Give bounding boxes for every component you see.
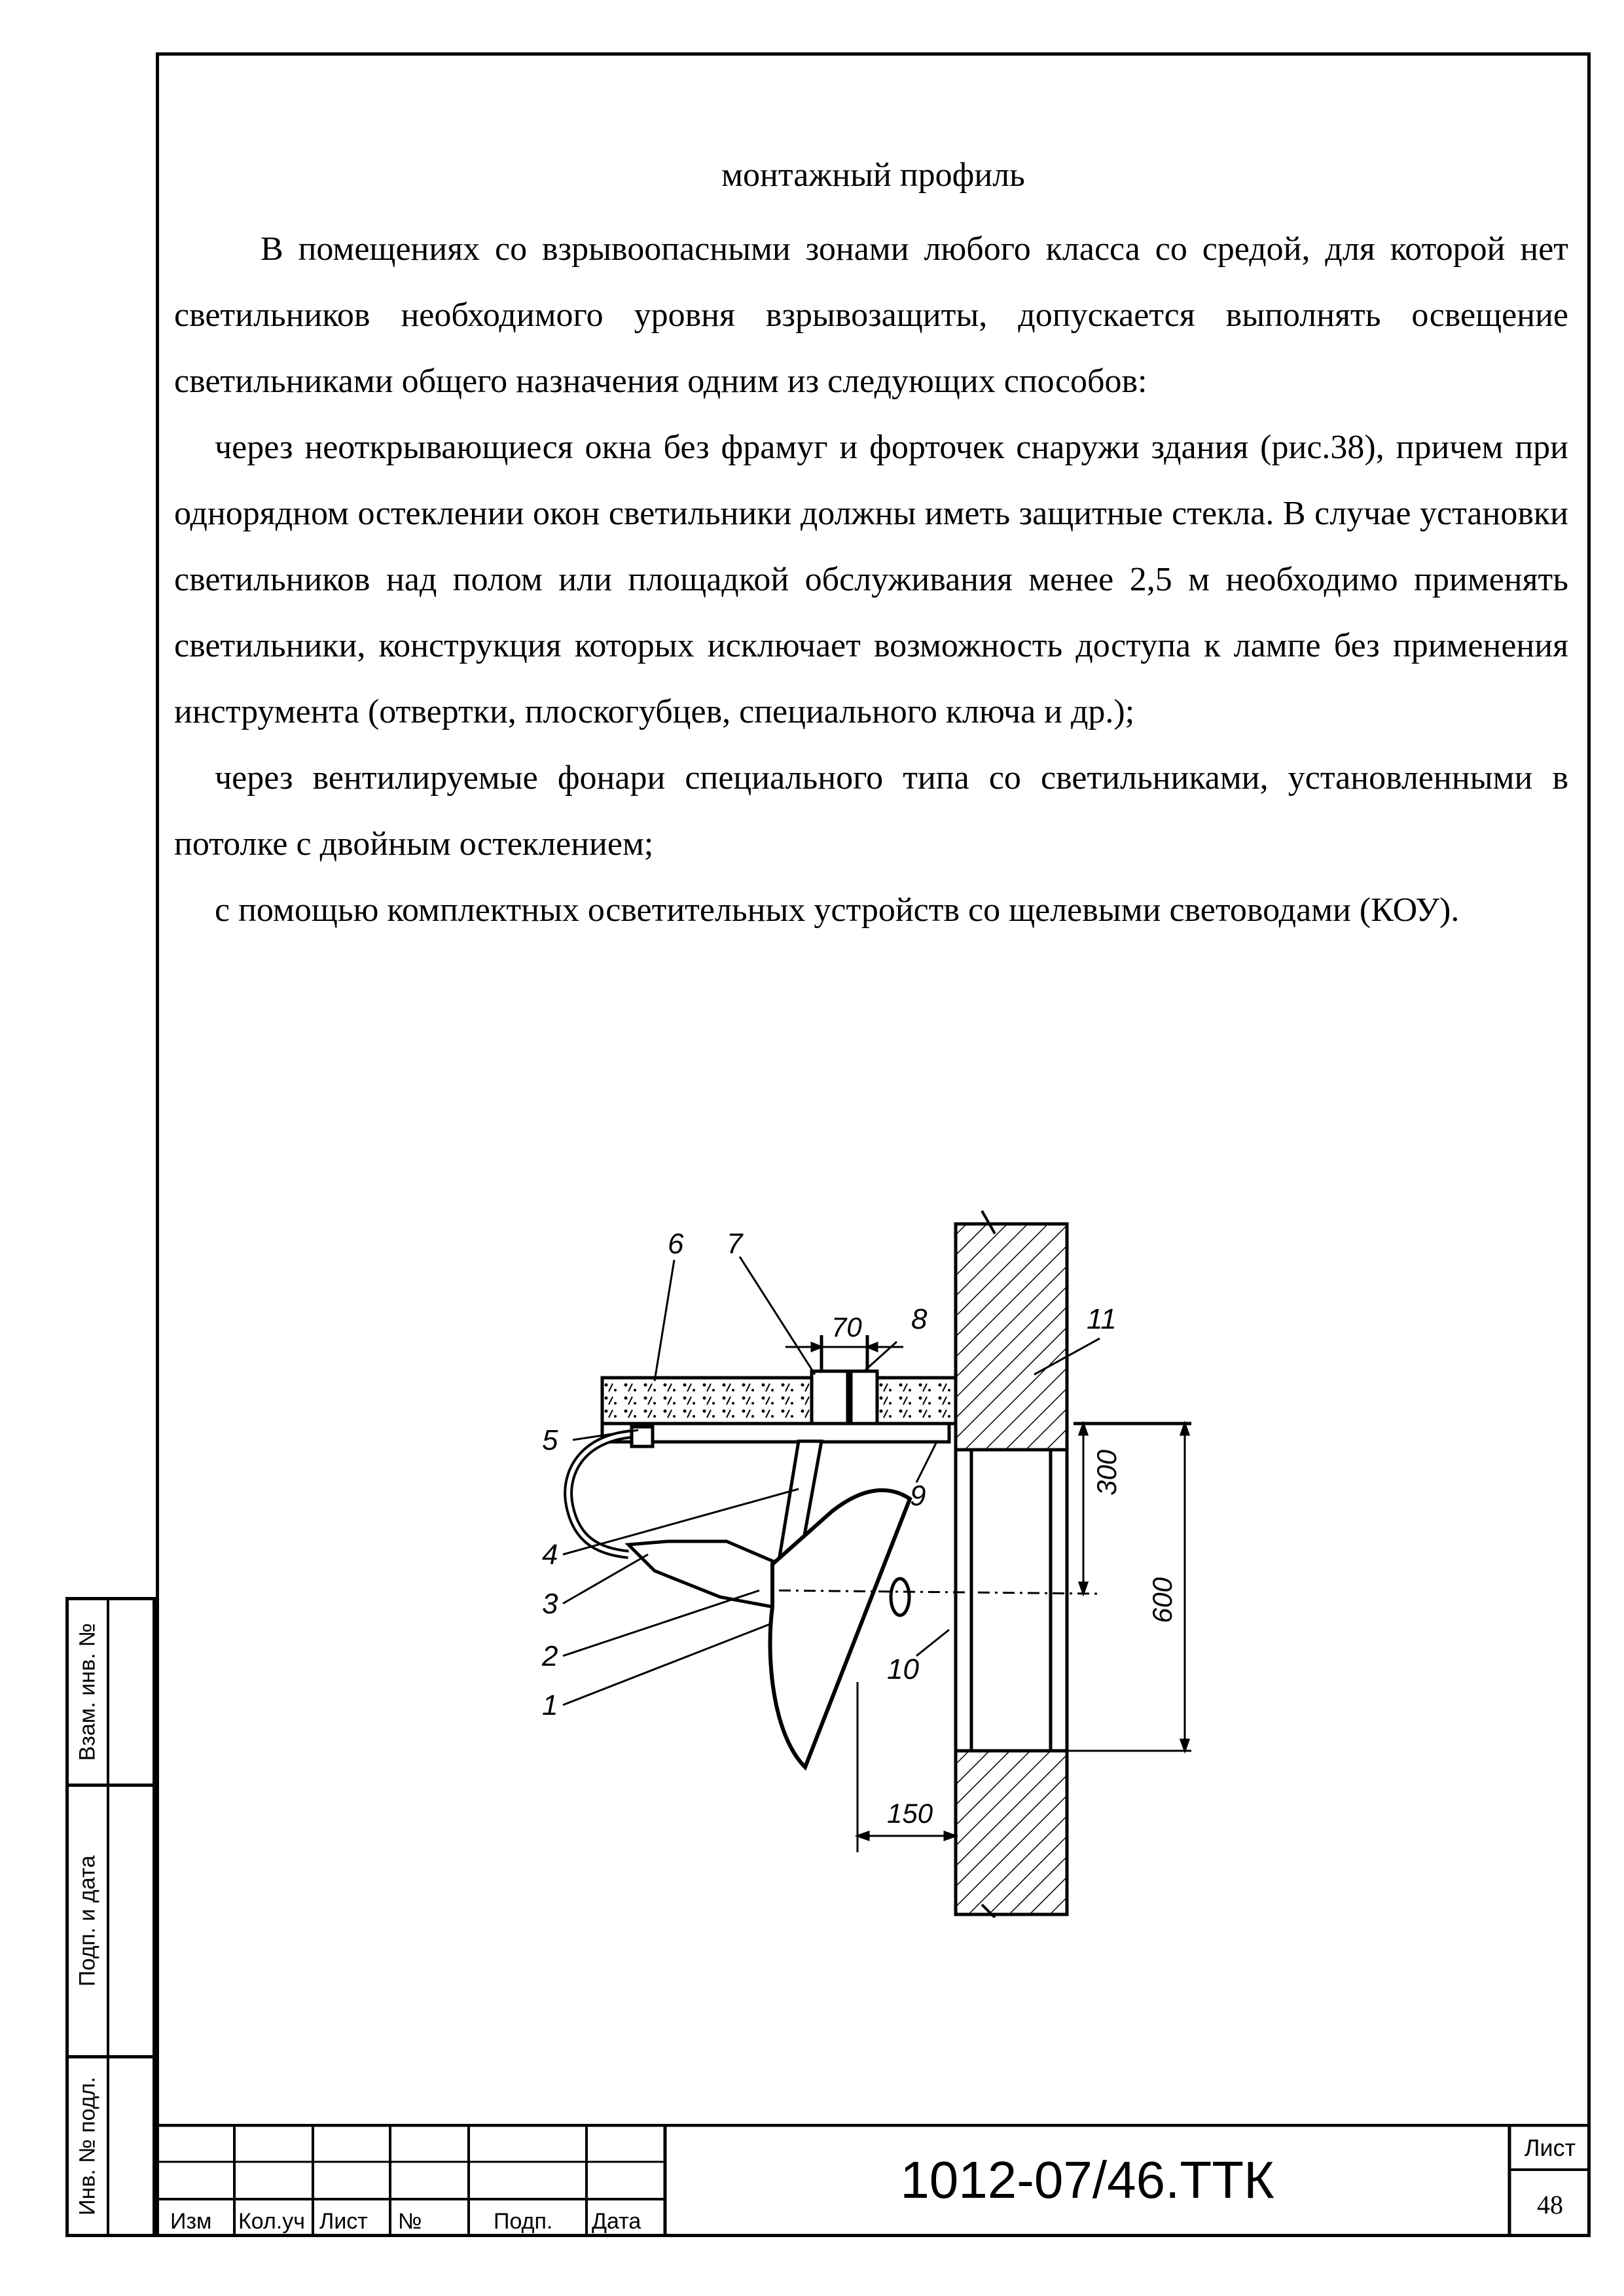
wall-upper bbox=[956, 1211, 1067, 1450]
stamp-sign-date bbox=[65, 1784, 156, 2058]
body-text bbox=[174, 216, 1568, 943]
dim-70-label: 70 bbox=[831, 1312, 862, 1342]
stamp-sign-date-label: Подп. и дата bbox=[75, 1855, 100, 1987]
stamp-sign-date-label-cell bbox=[69, 1787, 109, 2055]
callout-8: 8 bbox=[911, 1303, 928, 1335]
bolts bbox=[812, 1335, 877, 1433]
luminaire-mounting-drawing bbox=[524, 1198, 1211, 1918]
paragraph-intro: В помещениях со взрывоопасными зонами любого класса со средой, для которой нет светильников необходимого уровня взрывозащиты, допускается выполнять освещение светильниками общего назначения одним из следующих способов: bbox=[174, 230, 1568, 400]
sheet-number: 48 bbox=[1537, 2190, 1563, 2219]
col-data: Дата bbox=[592, 2209, 641, 2234]
stamp-replaced-inv-label: Взам. инв. № bbox=[75, 1623, 100, 1761]
paragraph-windows: через неоткрывающиеся окна без фрамуг и форточек снаружи здания (рис.38), причем при однорядном остеклении окон светильники должны иметь защитные стекла. В случае установки светильников над полом или площадкой обслуживания менее 2,5 м необходимо применять светильники, конструкция которых исключает возможность доступа к лампе без применения инструмента (отвертки, плоскогубцев, специального ключа и др.); bbox=[174, 429, 1568, 730]
callout-6: 6 bbox=[668, 1228, 684, 1260]
cable-loop bbox=[568, 1433, 645, 1554]
col-number: № bbox=[398, 2209, 422, 2234]
callout-9: 9 bbox=[910, 1480, 926, 1512]
callout-1: 1 bbox=[542, 1689, 558, 1721]
dim-300-label: 300 bbox=[1091, 1449, 1122, 1496]
stamp-original-inv bbox=[65, 2055, 156, 2237]
bracket bbox=[602, 1424, 1191, 1442]
mounting-slab bbox=[602, 1378, 956, 1424]
stamp-original-inv-label: Инв. № подл. bbox=[75, 2077, 100, 2215]
window-opening bbox=[956, 1450, 1067, 1751]
paragraph-kou: с помощью комплектных осветительных устройств со щелевыми световодами (КОУ). bbox=[215, 891, 1460, 929]
col-kol-uch: Кол.уч bbox=[238, 2209, 305, 2234]
stamp-replaced-inv-label-cell bbox=[69, 1600, 109, 1784]
title-block bbox=[156, 2124, 1591, 2237]
stamp-original-inv-label-cell bbox=[69, 2058, 109, 2234]
document-number: 1012-07/46.ТТК bbox=[900, 2151, 1274, 2209]
sheet-label: Лист bbox=[1524, 2134, 1576, 2161]
dimension-70 bbox=[785, 1343, 903, 1351]
callout-10: 10 bbox=[887, 1653, 919, 1685]
col-podp: Подп. bbox=[494, 2209, 553, 2234]
col-izm: Изм bbox=[170, 2209, 212, 2234]
dim-150-label: 150 bbox=[887, 1798, 933, 1829]
drawing-svg bbox=[524, 1198, 1211, 1918]
callout-4: 4 bbox=[542, 1539, 558, 1571]
paragraph-lanterns: через вентилируемые фонари специального типа со светильниками, установленными в потолке с двойным остеклением; bbox=[174, 759, 1568, 863]
lamp-holder bbox=[628, 1541, 772, 1607]
wall-lower bbox=[956, 1751, 1067, 1918]
callout-7: 7 bbox=[727, 1228, 743, 1260]
callout-11: 11 bbox=[1087, 1303, 1117, 1335]
stamp-replaced-inv bbox=[65, 1597, 156, 1787]
callout-2: 2 bbox=[542, 1640, 558, 1672]
callout-5: 5 bbox=[542, 1424, 558, 1456]
dim-600-label: 600 bbox=[1147, 1577, 1178, 1623]
col-list: Лист bbox=[319, 2209, 368, 2234]
section-heading: монтажный профиль bbox=[721, 156, 1025, 194]
callout-3: 3 bbox=[542, 1588, 558, 1620]
